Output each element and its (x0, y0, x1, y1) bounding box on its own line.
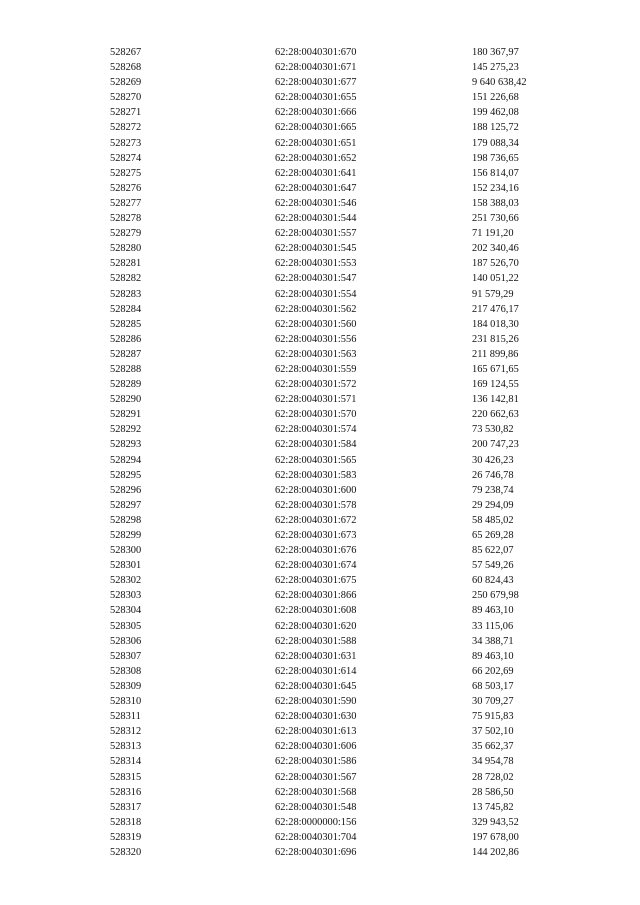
cadastral-value: 37 502,10 (472, 726, 514, 738)
table-row (0, 75, 640, 90)
table-row (0, 634, 640, 649)
row-number: 528315 (110, 771, 142, 783)
table-row (0, 226, 640, 241)
row-number: 528276 (110, 182, 142, 194)
cadastral-number: 62:28:0040301:570 (275, 409, 357, 421)
cadastral-value: 75 915,83 (472, 711, 514, 723)
table-row (0, 468, 640, 483)
cadastral-value: 329 943,52 (472, 816, 519, 828)
cadastral-value: 156 814,07 (472, 167, 519, 179)
table-row (0, 588, 640, 603)
row-number: 528298 (110, 514, 142, 526)
cadastral-number: 62:28:0040301:574 (275, 424, 357, 436)
cadastral-number: 62:28:0040301:568 (275, 786, 357, 798)
cadastral-number: 62:28:0040301:671 (275, 62, 357, 74)
cadastral-number: 62:28:0040301:676 (275, 545, 357, 557)
cadastral-number: 62:28:0040301:641 (275, 167, 357, 179)
table-row (0, 543, 640, 558)
cadastral-number: 62:28:0040301:600 (275, 484, 357, 496)
cadastral-number: 62:28:0040301:620 (275, 620, 357, 632)
cadastral-value: 165 671,65 (472, 363, 519, 375)
cadastral-number: 62:28:0040301:614 (275, 665, 357, 677)
cadastral-value: 202 340,46 (472, 243, 519, 255)
row-number: 528290 (110, 394, 142, 406)
cadastral-number: 62:28:0040301:673 (275, 530, 357, 541)
table-row (0, 528, 640, 543)
cadastral-number: 62:28:0040301:544 (275, 213, 357, 225)
table-row (0, 317, 640, 332)
cadastral-number: 62:28:0040301:560 (275, 318, 357, 330)
cadastral-number: 62:28:0040301:559 (275, 363, 357, 375)
row-number: 528308 (110, 665, 142, 677)
table-row (0, 453, 640, 468)
row-number: 528305 (110, 620, 142, 632)
table-row (0, 830, 640, 845)
table-row (0, 724, 640, 739)
table-row (0, 166, 640, 181)
cadastral-value: 28 586,50 (472, 786, 514, 798)
table-row (0, 619, 640, 634)
table-row (0, 815, 640, 830)
cadastral-number: 62:28:0040301:675 (275, 575, 357, 587)
table-row (0, 302, 640, 317)
table-row (0, 845, 640, 860)
row-number: 528283 (110, 288, 142, 300)
row-number: 528267 (110, 47, 142, 58)
cadastral-number: 62:28:0040301:608 (275, 605, 357, 617)
table-row (0, 785, 640, 800)
table-row (0, 800, 640, 815)
row-number: 528317 (110, 801, 142, 813)
row-number: 528288 (110, 363, 142, 375)
row-number: 528284 (110, 303, 142, 315)
cadastral-value: 13 745,82 (472, 801, 514, 813)
cadastral-value: 33 115,06 (472, 620, 514, 632)
row-number: 528300 (110, 545, 142, 557)
cadastral-number: 62:28:0040301:631 (275, 650, 357, 662)
cadastral-value: 89 463,10 (472, 605, 514, 617)
cadastral-value: 251 730,66 (472, 213, 519, 225)
cadastral-value: 220 662,63 (472, 409, 519, 421)
row-number: 528271 (110, 107, 142, 119)
row-number: 528319 (110, 831, 142, 843)
row-number: 528275 (110, 167, 142, 179)
table-row (0, 739, 640, 754)
cadastral-number: 62:28:0040301:652 (275, 152, 357, 164)
table-row (0, 362, 640, 377)
cadastral-value: 66 202,69 (472, 665, 514, 677)
table-row (0, 422, 640, 437)
cadastral-number: 62:28:0040301:677 (275, 77, 357, 89)
row-number: 528297 (110, 499, 142, 511)
cadastral-number: 62:28:0040301:562 (275, 303, 357, 315)
table-row (0, 347, 640, 362)
row-number: 528316 (110, 786, 142, 798)
row-number: 528277 (110, 197, 142, 209)
cadastral-number: 62:28:0000000:156 (275, 816, 357, 828)
table-row (0, 573, 640, 588)
cadastral-number: 62:28:0040301:670 (275, 47, 357, 58)
cadastral-value: 68 503,17 (472, 680, 514, 692)
table-row (0, 754, 640, 769)
cadastral-value: 158 388,03 (472, 197, 519, 209)
row-number: 528304 (110, 605, 142, 617)
table-row (0, 392, 640, 407)
cadastral-value: 250 679,98 (472, 590, 519, 602)
row-number: 528313 (110, 741, 142, 753)
cadastral-value: 35 662,37 (472, 741, 514, 753)
cadastral-value: 60 824,43 (472, 575, 514, 587)
table-row (0, 407, 640, 422)
cadastral-value-table (0, 45, 640, 860)
cadastral-value: 30 426,23 (472, 454, 514, 466)
cadastral-value: 151 226,68 (472, 92, 519, 104)
cadastral-value: 169 124,55 (472, 379, 519, 391)
cadastral-value: 200 747,23 (472, 439, 519, 451)
cadastral-value: 30 709,27 (472, 696, 514, 708)
table-row (0, 603, 640, 618)
cadastral-value: 58 485,02 (472, 514, 514, 526)
cadastral-value: 197 678,00 (472, 831, 519, 843)
cadastral-value: 231 815,26 (472, 333, 519, 345)
row-number: 528273 (110, 137, 142, 149)
cadastral-value: 71 191,20 (472, 228, 514, 240)
cadastral-number: 62:28:0040301:672 (275, 514, 357, 526)
cadastral-value: 85 622,07 (472, 545, 514, 557)
table-row (0, 649, 640, 664)
row-number: 528310 (110, 696, 142, 708)
row-number: 528320 (110, 846, 142, 858)
cadastral-number: 62:28:0040301:583 (275, 469, 357, 481)
row-number: 528301 (110, 560, 142, 572)
row-number: 528282 (110, 273, 142, 285)
cadastral-value: 28 728,02 (472, 771, 514, 783)
row-number: 528274 (110, 152, 142, 164)
cadastral-value: 26 746,78 (472, 469, 514, 481)
row-number: 528295 (110, 469, 142, 481)
table-row (0, 90, 640, 105)
row-number: 528292 (110, 424, 142, 436)
cadastral-value: 65 269,28 (472, 530, 514, 541)
cadastral-value: 89 463,10 (472, 650, 514, 662)
row-number: 528281 (110, 258, 142, 270)
table-row (0, 105, 640, 120)
table-row (0, 211, 640, 226)
row-number: 528289 (110, 379, 142, 391)
cadastral-value: 145 275,23 (472, 62, 519, 74)
cadastral-number: 62:28:0040301:546 (275, 197, 357, 209)
cadastral-number: 62:28:0040301:666 (275, 107, 357, 119)
row-number: 528286 (110, 333, 142, 345)
table-row (0, 256, 640, 271)
table-row (0, 120, 640, 135)
cadastral-value: 140 051,22 (472, 273, 519, 285)
table-row (0, 151, 640, 166)
cadastral-value: 136 142,81 (472, 394, 519, 406)
cadastral-number: 62:28:0040301:545 (275, 243, 357, 255)
table-row (0, 332, 640, 347)
cadastral-number: 62:28:0040301:563 (275, 348, 357, 360)
cadastral-value: 184 018,30 (472, 318, 519, 330)
cadastral-number: 62:28:0040301:557 (275, 228, 357, 240)
cadastral-number: 62:28:0040301:613 (275, 726, 357, 738)
table-row (0, 513, 640, 528)
cadastral-number: 62:28:0040301:565 (275, 454, 357, 466)
cadastral-value: 34 954,78 (472, 756, 514, 768)
table-row (0, 271, 640, 286)
cadastral-number: 62:28:0040301:674 (275, 560, 357, 572)
row-number: 528293 (110, 439, 142, 451)
cadastral-number: 62:28:0040301:696 (275, 846, 357, 858)
cadastral-number: 62:28:0040301:572 (275, 379, 357, 391)
table-row (0, 196, 640, 211)
cadastral-value: 152 234,16 (472, 182, 519, 194)
cadastral-value: 179 088,34 (472, 137, 519, 149)
cadastral-value: 211 899,86 (472, 348, 519, 360)
table-row (0, 664, 640, 679)
cadastral-number: 62:28:0040301:556 (275, 333, 357, 345)
row-number: 528280 (110, 243, 142, 255)
table-row (0, 558, 640, 573)
row-number: 528279 (110, 228, 142, 240)
row-number: 528302 (110, 575, 142, 587)
row-number: 528318 (110, 816, 142, 828)
cadastral-value: 79 238,74 (472, 484, 514, 496)
table-row (0, 694, 640, 709)
cadastral-value: 91 579,29 (472, 288, 514, 300)
table-row (0, 437, 640, 452)
table-row (0, 483, 640, 498)
row-number: 528294 (110, 454, 142, 466)
cadastral-number: 62:28:0040301:655 (275, 92, 357, 104)
table-row (0, 241, 640, 256)
cadastral-number: 62:28:0040301:590 (275, 696, 357, 708)
cadastral-value: 187 526,70 (472, 258, 519, 270)
cadastral-number: 62:28:0040301:645 (275, 680, 357, 692)
table-row (0, 60, 640, 75)
cadastral-number: 62:28:0040301:586 (275, 756, 357, 768)
cadastral-number: 62:28:0040301:630 (275, 711, 357, 723)
cadastral-value: 144 202,86 (472, 846, 519, 858)
row-number: 528287 (110, 348, 142, 360)
row-number: 528270 (110, 92, 142, 104)
cadastral-number: 62:28:0040301:547 (275, 273, 357, 285)
cadastral-value: 217 476,17 (472, 303, 519, 315)
cadastral-number: 62:28:0040301:606 (275, 741, 357, 753)
cadastral-value: 198 736,65 (472, 152, 519, 164)
row-number: 528291 (110, 409, 142, 421)
row-number: 528309 (110, 680, 142, 692)
cadastral-number: 62:28:0040301:665 (275, 122, 357, 134)
row-number: 528296 (110, 484, 142, 496)
row-number: 528269 (110, 77, 142, 89)
row-number: 528285 (110, 318, 142, 330)
cadastral-number: 62:28:0040301:567 (275, 771, 357, 783)
row-number: 528272 (110, 122, 142, 134)
row-number: 528303 (110, 590, 142, 602)
table-row (0, 709, 640, 724)
row-number: 528299 (110, 530, 142, 541)
row-number: 528311 (110, 711, 141, 723)
cadastral-number: 62:28:0040301:578 (275, 499, 357, 511)
table-row (0, 498, 640, 513)
row-number: 528312 (110, 726, 142, 738)
cadastral-number: 62:28:0040301:548 (275, 801, 357, 813)
cadastral-value: 199 462,08 (472, 107, 519, 119)
cadastral-number: 62:28:0040301:704 (275, 831, 357, 843)
table-row (0, 45, 640, 60)
row-number: 528306 (110, 635, 142, 647)
cadastral-number: 62:28:0040301:584 (275, 439, 357, 451)
cadastral-number: 62:28:0040301:647 (275, 182, 357, 194)
cadastral-number: 62:28:0040301:553 (275, 258, 357, 270)
cadastral-value: 9 640 638,42 (472, 77, 527, 89)
cadastral-number: 62:28:0040301:866 (275, 590, 357, 602)
table-row (0, 770, 640, 785)
row-number: 528314 (110, 756, 142, 768)
cadastral-value: 180 367,97 (472, 47, 519, 58)
cadastral-value: 29 294,09 (472, 499, 514, 511)
cadastral-value: 188 125,72 (472, 122, 519, 134)
row-number: 528268 (110, 62, 142, 74)
table-row (0, 287, 640, 302)
cadastral-value: 57 549,26 (472, 560, 514, 572)
cadastral-value: 34 388,71 (472, 635, 514, 647)
cadastral-number: 62:28:0040301:571 (275, 394, 357, 406)
table-row (0, 679, 640, 694)
row-number: 528307 (110, 650, 142, 662)
cadastral-value: 73 530,82 (472, 424, 514, 436)
cadastral-number: 62:28:0040301:651 (275, 137, 357, 149)
row-number: 528278 (110, 213, 142, 225)
table-row (0, 181, 640, 196)
cadastral-number: 62:28:0040301:554 (275, 288, 357, 300)
table-row (0, 377, 640, 392)
table-row (0, 136, 640, 151)
cadastral-number: 62:28:0040301:588 (275, 635, 357, 647)
